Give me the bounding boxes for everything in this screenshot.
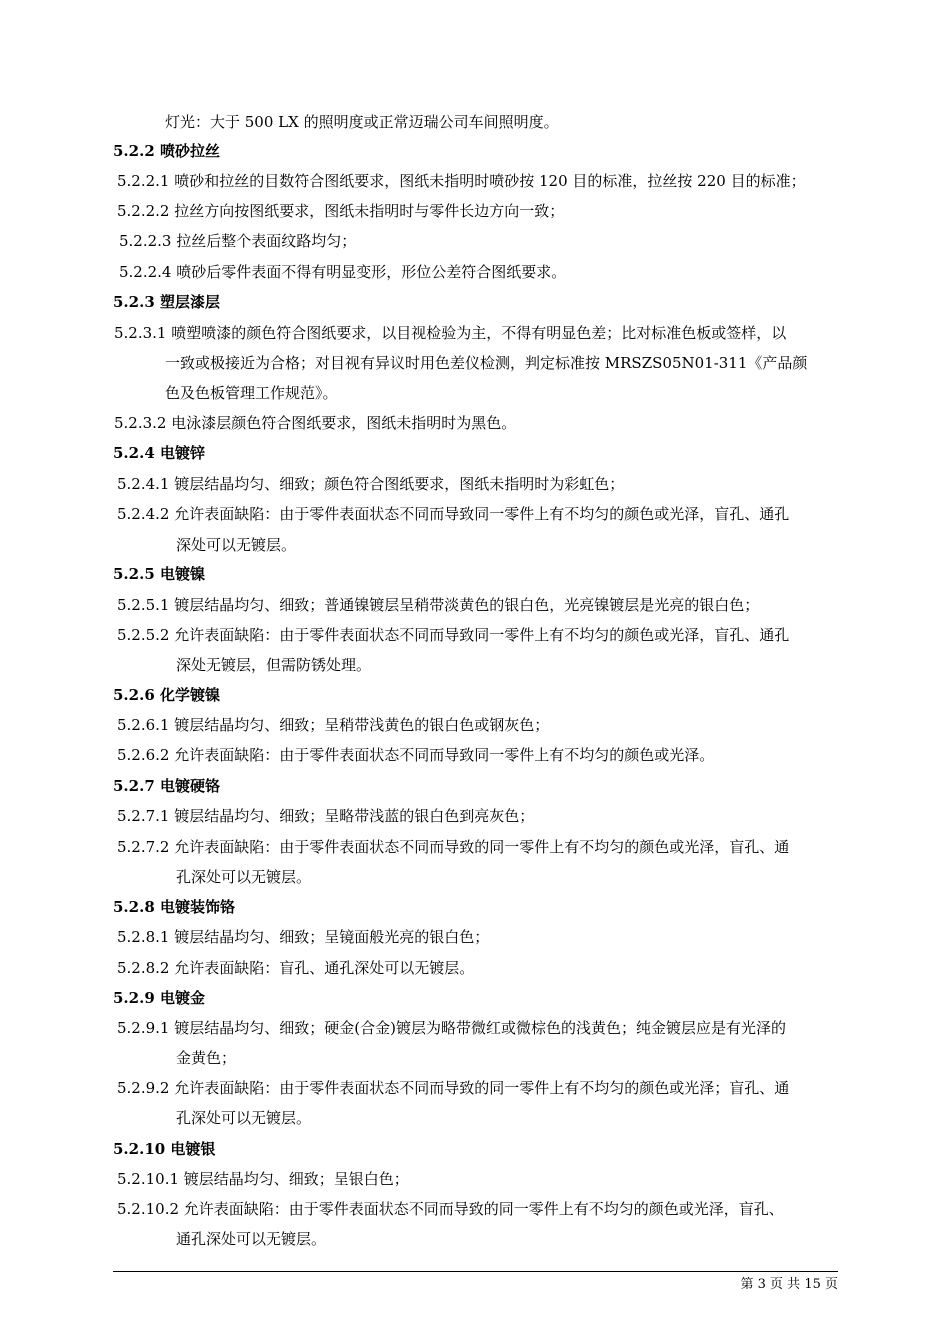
paragraph-5-2-2-3: 5.2.2.3 拉丝后整个表面纹路均匀； bbox=[119, 232, 357, 250]
section-heading-5-2-8: 5.2.8 电镀装饰铬 bbox=[113, 898, 235, 916]
paragraph-5-2-6-1: 5.2.6.1 镀层结晶均匀、细致；呈稍带浅黄色的银白色或钢灰色； bbox=[117, 716, 550, 734]
paragraph-5-2-7-1: 5.2.7.1 镀层结晶均匀、细致；呈略带浅蓝的银白色到亮灰色； bbox=[117, 807, 535, 825]
paragraph-5-2-5-2-line1: 5.2.5.2 允许表面缺陷：由于零件表面状态不同而导致同一零件上有不均匀的颜色或光泽，盲孔、通孔 bbox=[117, 626, 790, 644]
paragraph-5-2-9-2-line2: 孔深处可以无镀层。 bbox=[176, 1109, 312, 1127]
paragraph-5-2-2-4: 5.2.2.4 喷砂后零件表面不得有明显变形，形位公差符合图纸要求。 bbox=[119, 263, 567, 281]
paragraph-5-2-7-2-line2: 孔深处可以无镀层。 bbox=[176, 868, 312, 886]
lighting-line: 灯光：大于 500 LX 的照明度或正常迈瑞公司车间照明度。 bbox=[165, 113, 559, 131]
paragraph-5-2-4-2-line2: 深处可以无镀层。 bbox=[176, 536, 297, 554]
paragraph-5-2-8-1: 5.2.8.1 镀层结晶均匀、细致；呈镜面般光亮的银白色； bbox=[117, 928, 490, 946]
page-number: 第 3 页 共 15 页 bbox=[740, 1277, 838, 1292]
paragraph-5-2-10-2-line2: 通孔深处可以无镀层。 bbox=[176, 1230, 327, 1248]
paragraph-5-2-2-2: 5.2.2.2 拉丝方向按图纸要求，图纸未指明时与零件长边方向一致； bbox=[117, 202, 565, 220]
paragraph-5-2-3-1-line1: 5.2.3.1 喷塑喷漆的颜色符合图纸要求，以目视检验为主，不得有明显色差；比对标准色板或签样，以 bbox=[114, 324, 787, 342]
paragraph-5-2-3-1-line3: 色及色板管理工作规范》。 bbox=[165, 384, 338, 402]
paragraph-5-2-5-1: 5.2.5.1 镀层结晶均匀、细致；普通镍镀层呈稍带淡黄色的银白色，光亮镍镀层是光亮的银白色； bbox=[117, 596, 760, 614]
section-heading-5-2-9: 5.2.9 电镀金 bbox=[113, 989, 205, 1007]
section-heading-5-2-2: 5.2.2 喷砂拉丝 bbox=[113, 142, 220, 160]
paragraph-5-2-3-2: 5.2.3.2 电泳漆层颜色符合图纸要求，图纸未指明时为黑色。 bbox=[114, 414, 517, 432]
section-heading-5-2-7: 5.2.7 电镀硬铬 bbox=[113, 777, 220, 795]
paragraph-5-2-2-1: 5.2.2.1 喷砂和拉丝的目数符合图纸要求，图纸未指明时喷砂按 120 目的标准，拉丝按 220 目的标准； bbox=[117, 172, 806, 190]
paragraph-5-2-4-2-line1: 5.2.4.2 允许表面缺陷：由于零件表面状态不同而导致同一零件上有不均匀的颜色或光泽，盲孔、通孔 bbox=[117, 505, 790, 523]
paragraph-5-2-8-2: 5.2.8.2 允许表面缺陷：盲孔、通孔深处可以无镀层。 bbox=[117, 959, 475, 977]
paragraph-5-2-10-2-line1: 5.2.10.2 允许表面缺陷：由于零件表面状态不同而导致的同一零件上有不均匀的颜色或光泽，盲孔、 bbox=[117, 1200, 784, 1218]
paragraph-5-2-5-2-line2: 深处无镀层，但需防锈处理。 bbox=[176, 656, 372, 674]
paragraph-5-2-4-1: 5.2.4.1 镀层结晶均匀、细致；颜色符合图纸要求，图纸未指明时为彩虹色； bbox=[117, 475, 625, 493]
paragraph-5-2-9-1-line1: 5.2.9.1 镀层结晶均匀、细致；硬金(合金)镀层为略带微红或微棕色的浅黄色；纯金镀层应是有光泽的 bbox=[117, 1019, 786, 1037]
paragraph-5-2-6-2: 5.2.6.2 允许表面缺陷：由于零件表面状态不同而导致同一零件上有不均匀的颜色或光泽。 bbox=[117, 746, 715, 764]
section-heading-5-2-6: 5.2.6 化学镀镍 bbox=[113, 686, 220, 704]
paragraph-5-2-9-1-line2: 金黄色； bbox=[176, 1049, 237, 1067]
section-heading-5-2-4: 5.2.4 电镀锌 bbox=[113, 444, 205, 462]
section-heading-5-2-3: 5.2.3 塑层漆层 bbox=[113, 293, 220, 311]
paragraph-5-2-3-1-line2: 一致或极接近为合格；对目视有异议时用色差仪检测，判定标准按 MRSZS05N01-311《产品颜 bbox=[165, 354, 808, 372]
paragraph-5-2-10-1: 5.2.10.1 镀层结晶均匀、细致；呈银白色； bbox=[117, 1170, 409, 1188]
paragraph-5-2-9-2-line1: 5.2.9.2 允许表面缺陷：由于零件表面状态不同而导致的同一零件上有不均匀的颜色或光泽；盲孔、通 bbox=[117, 1079, 790, 1097]
footer-divider bbox=[113, 1271, 838, 1272]
section-heading-5-2-10: 5.2.10 电镀银 bbox=[113, 1140, 216, 1158]
section-heading-5-2-5: 5.2.5 电镀镍 bbox=[113, 565, 205, 583]
paragraph-5-2-7-2-line1: 5.2.7.2 允许表面缺陷：由于零件表面状态不同而导致的同一零件上有不均匀的颜色或光泽，盲孔、通 bbox=[117, 838, 790, 856]
